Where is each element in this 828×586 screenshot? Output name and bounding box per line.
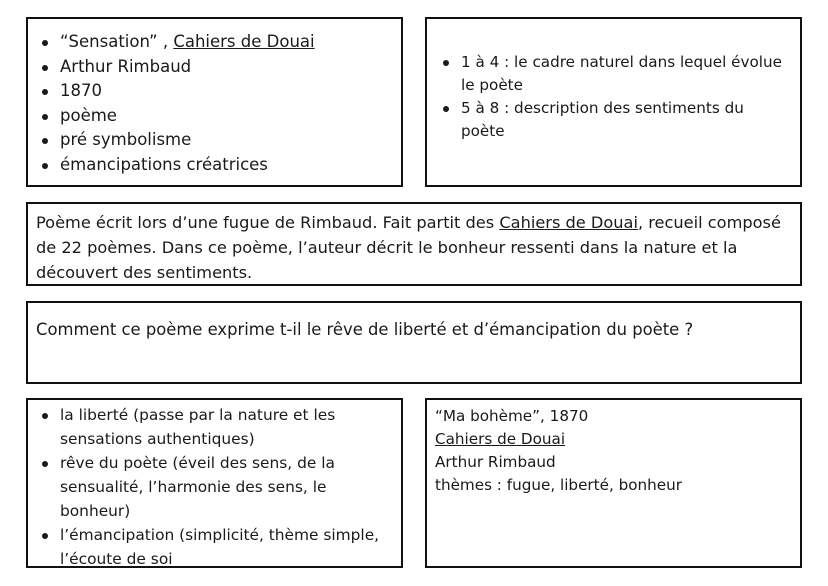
- related-poem-lines: [435, 405, 792, 497]
- list-item: l’émancipation (simplicité, thème simple, l’écoute de soi: [36, 523, 395, 571]
- list-item: [36, 30, 395, 55]
- plan-box: [26, 398, 403, 568]
- related-poem-box: [425, 398, 802, 568]
- list-item: pré symbolisme: [36, 128, 395, 153]
- collection-title: Cahiers de Douai: [173, 32, 315, 51]
- list-item: 1 à 4 : le cadre naturel dans lequel évolue le poète: [437, 51, 792, 97]
- poem-title-text: “Sensation” ,: [60, 32, 174, 51]
- themes-text: thèmes : fugue, liberté, bonheur: [435, 476, 683, 494]
- list-item: émancipations créatrices: [36, 153, 395, 178]
- problem-question-box: [26, 301, 802, 384]
- summary-text: [36, 210, 790, 285]
- list-item: la liberté (passe par la nature et les sensations authentiques): [36, 403, 395, 451]
- summary-box: [26, 202, 802, 286]
- collection-title: Cahiers de Douai: [499, 213, 638, 232]
- list-item: 5 à 8 : description des sentiments du poète: [437, 97, 792, 143]
- related-poem-title: “Ma bohème”, 1870: [435, 407, 589, 425]
- poem-info-list: [36, 30, 395, 177]
- problem-question-text: Comment ce poème exprime t-il le rêve de liberté et d’émancipation du poète ?: [36, 320, 694, 339]
- list-item: Arthur Rimbaud: [36, 55, 395, 80]
- poem-info-box: [26, 17, 403, 187]
- summary-text-part: , recueil composé de 22 poèmes. Dans ce poème, l’auteur décrit le bonheur ressenti dans la nature et la découvert des sentiments.: [36, 213, 781, 282]
- collection-title: Cahiers de Douai: [435, 430, 566, 448]
- summary-text-part: Poème écrit lors d’une fugue de Rimbaud. Fait partit des: [36, 213, 500, 232]
- poem-structure-list: [437, 51, 792, 143]
- list-item: rêve du poète (éveil des sens, de la sensualité, l’harmonie des sens, le bonheur): [36, 451, 395, 523]
- author-name: Arthur Rimbaud: [435, 453, 556, 471]
- plan-list: [36, 403, 395, 571]
- list-item: poème: [36, 104, 395, 129]
- poem-structure-box: [425, 17, 802, 187]
- list-item: 1870: [36, 79, 395, 104]
